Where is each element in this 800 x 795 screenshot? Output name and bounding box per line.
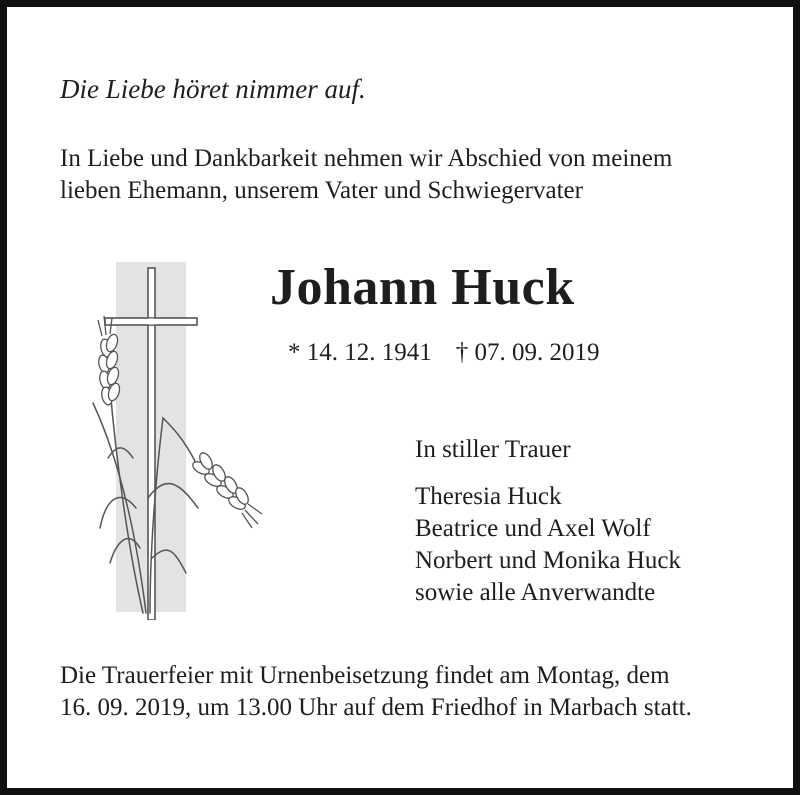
mourner-name: sowie alle Anverwandte — [415, 579, 656, 606]
intro-text — [60, 143, 760, 207]
motto: Die Liebe höret nimmer auf. — [60, 74, 366, 104]
mourner-name: Norbert und Monika Huck — [415, 547, 681, 574]
mourners-block — [415, 434, 681, 609]
funeral-info-line: 16. 09. 2019, um 13.00 Uhr auf dem Friedhof in Marbach statt. — [60, 694, 692, 721]
death-date: † 07. 09. 2019 — [455, 339, 600, 366]
mourning-title: In stiller Trauer — [415, 436, 571, 463]
deceased-name: Johann Huck — [270, 259, 575, 316]
intro-line: lieben Ehemann, unserem Vater und Schwiegervater — [60, 177, 583, 204]
funeral-info-line: Die Trauerfeier mit Urnenbeisetzung findet am Montag, dem — [60, 662, 670, 689]
wheat-ear-icon — [191, 451, 262, 528]
mourner-name: Theresia Huck — [415, 483, 562, 510]
mourner-name: Beatrice und Axel Wolf — [415, 515, 651, 542]
funeral-info — [60, 660, 760, 724]
intro-line: In Liebe und Dankbarkeit nehmen wir Abschied von meinem — [60, 145, 673, 172]
cross-with-wheat-icon — [88, 258, 263, 620]
birth-date: * 14. 12. 1941 — [288, 339, 432, 366]
life-dates — [288, 339, 600, 367]
